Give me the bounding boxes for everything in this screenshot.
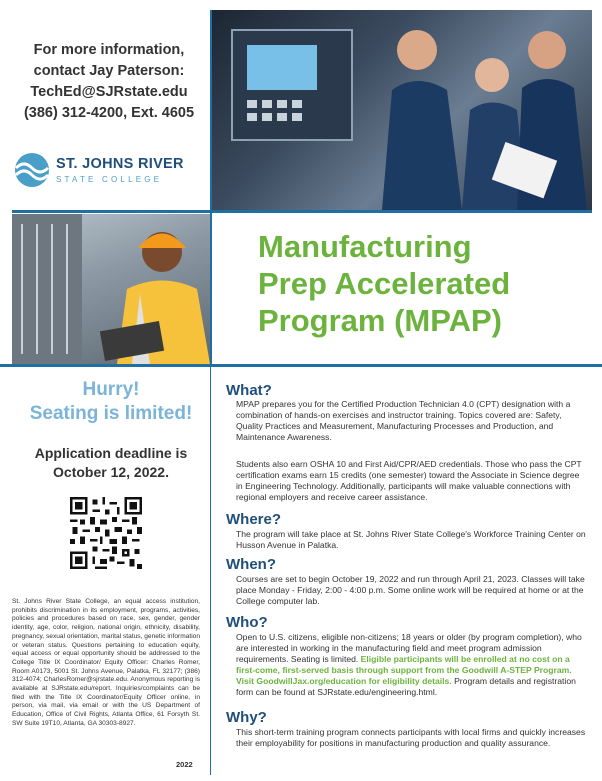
- column-rule: [210, 367, 211, 775]
- vertical-rule: [210, 10, 212, 366]
- year-label: 2022: [176, 760, 193, 769]
- contact-block: [14, 40, 204, 124]
- qr-code-icon[interactable]: [70, 497, 142, 569]
- who-paragraph: [236, 632, 588, 697]
- deadline-line-2: October 12, 2022.: [53, 464, 169, 480]
- who-text-end: Program details and registration form can be found at SJRstate.edu/engineering.html.: [236, 675, 576, 697]
- contact-line-1: For more information,: [33, 42, 185, 58]
- where-heading: Where?: [226, 511, 282, 528]
- college-logo: [14, 150, 204, 190]
- title-line-1: Manufacturing: [258, 229, 472, 264]
- title-line-3: Program (MPAP): [258, 303, 503, 338]
- top-rule: [12, 210, 592, 213]
- hurry-callout: [14, 378, 208, 426]
- eeo-statement: St. Johns River State College, an equal access institution, prohibits discrimination in its employment, programs, activities, policies and procedures based on race, sex, gender, gender identity, age, color, religion, national origin, ethnicity, disability, pregnancy, sexual orientation, marital status, genetic information or veteran status. Questions pertaining to education equity, equal access or equal opportunity should be addressed to the College Title IX Coordinator/ Equity Officer: Charles Romer, Room A0173, 5001 St. Johns Avenue, Palatka, FL 32177; (386) 312-4074; CharlesRomer@sjrstate.edu. Anonymous reporting is available at SJRstate.edu/report. Inquiries/complaints can be filed with the Title IX Coordinator/Equity Officer online, in person, via mail, via email or with the US Department of Education, Office of Civil Rights, Atlanta Office, 61 Forsyth St. SW Suite 19T10, Atlanta, GA 30303-8927.: [12, 598, 200, 727]
- where-paragraph: The program will take place at St. Johns River State College's Workforce Training Center on Husson Avenue in Palatka.: [236, 529, 586, 550]
- contact-phone: (386) 312-4200, Ext. 4605: [23, 105, 195, 121]
- when-paragraph: Courses are set to begin October 19, 2022 and run through April 21, 2023. Classes will take place Monday - Friday, 2:00 - 4:00 p.m. Some online work will be required at home or at the College computer lab.: [236, 574, 585, 606]
- when-heading: When?: [226, 556, 276, 573]
- who-heading: Who?: [226, 614, 268, 631]
- machinists-photo: [212, 10, 592, 210]
- why-paragraph: This short-term training program connects participants with local firms and quickly increases their employability for positions in manufacturing production and quality assurance.: [236, 727, 586, 748]
- why-heading: Why?: [226, 709, 267, 726]
- wave-logo-icon: [14, 152, 50, 188]
- who-text-start: Open to U.S. citizens, eligible non-citizens; 18 years or older (by program completion), who are interested in working in the manufacturing field and meet program admission requirements. Seating is limited.: [236, 632, 582, 664]
- technician-photo: [12, 214, 210, 364]
- what-paragraph-1: MPAP prepares you for the Certified Production Technician 4.0 (CPT) designation with a combination of hands-on exercises and instructor training. Topics covered are: Safety, Quality Practices and Measurement, Manufacturing Processes and Production, and Maintenance Awareness.: [236, 399, 571, 442]
- logo-sub: STATE COLLEGE: [56, 175, 163, 184]
- contact-email[interactable]: TechEd@SJRstate.edu: [30, 84, 188, 100]
- contact-line-2: contact Jay Paterson:: [33, 63, 185, 79]
- what-heading: What?: [226, 382, 272, 399]
- title-line-2: Prep Accelerated: [258, 266, 511, 301]
- hurry-line-1: Hurry!: [82, 379, 140, 400]
- what-paragraph-2: Students also earn OSHA 10 and First Aid/CPR/AED credentials. Those who pass the CPT certification exams earn 15 credits (one semester) toward the Associate in Science degree in Engineering Technology. Additionally, participants will make valuable connections with regional employers and receive career assistance.: [236, 459, 582, 502]
- deadline-line-1: Application deadline is: [34, 445, 188, 461]
- deadline-callout: [14, 444, 208, 482]
- hurry-line-2: Seating is limited!: [29, 403, 193, 424]
- middle-rule: [0, 364, 602, 367]
- program-title: [258, 228, 588, 339]
- who-eligibility-highlight: Eligible participants will be enrolled at no cost on a first-come, first-served basis through support from the Goodwill A-STEP Program. Visit GoodwillJax.org/education for eligibility details.: [236, 653, 572, 686]
- logo-name: ST. JOHNS RIVER: [56, 156, 184, 172]
